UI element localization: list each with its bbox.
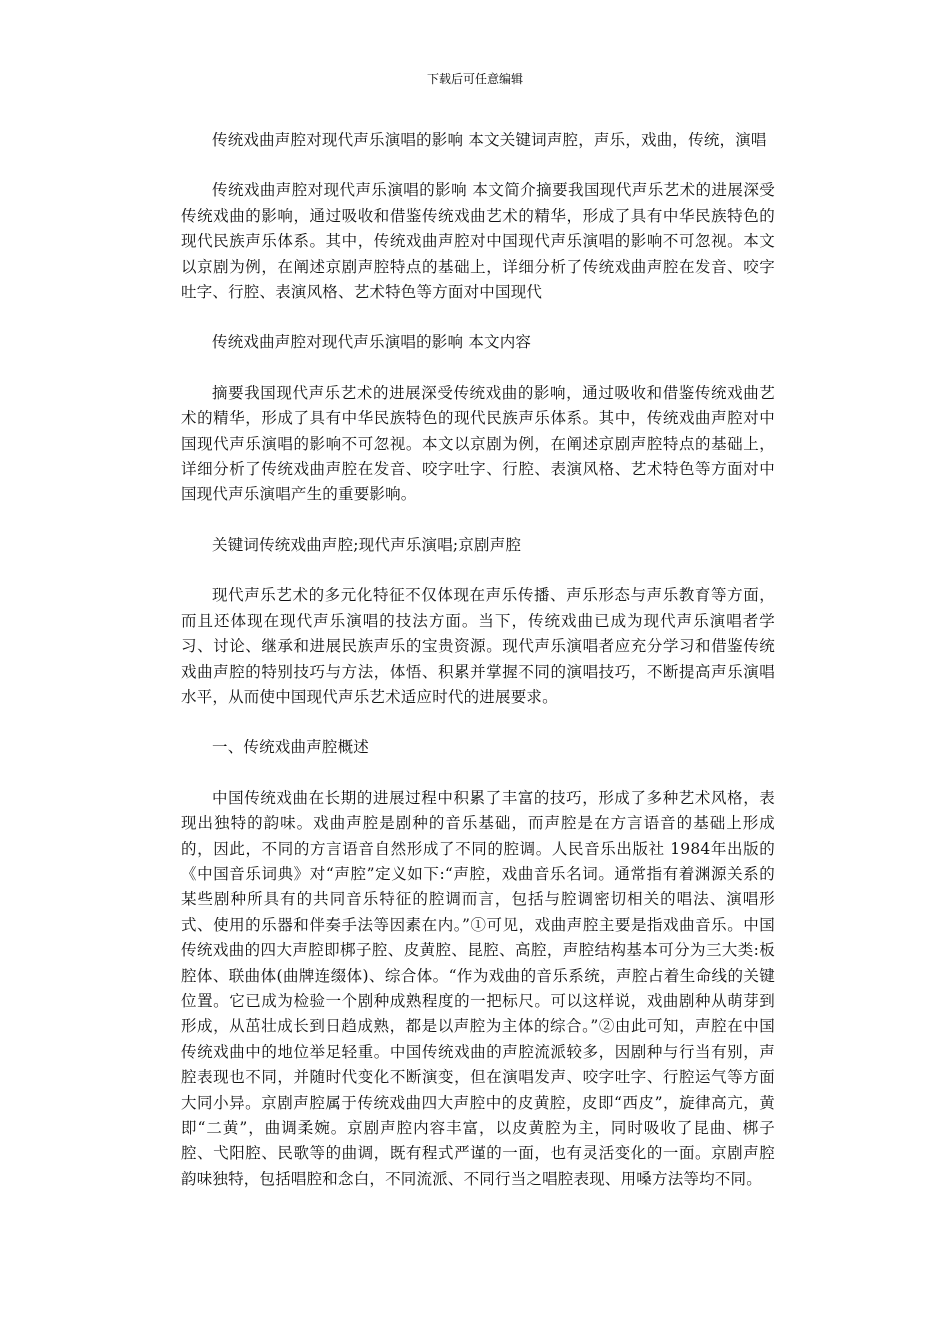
abstract-paragraph: 摘要我国现代声乐艺术的进展深受传统戏曲的影响，通过吸收和借鉴传统戏曲艺术的精华，形成了具有中华民族特色的现代民族声乐体系。其中，传统戏曲声腔对中国现代声乐演唱的影响不可忽视。本文以京剧为例，在阐述京剧声腔特点的基础上，详细分析了传统戏曲声腔在发音、咬字吐字、行腔、表演风格、艺术特色等方面对中国现代声乐演唱产生的重要影响。 — [181, 383, 775, 504]
paragraph-gap — [181, 153, 775, 178]
header-note: 下载后可任意编辑 — [426, 72, 523, 86]
paragraph-gap — [181, 710, 775, 735]
keywords-line: 传统戏曲声腔对现代声乐演唱的影响 本文关键词声腔，声乐，戏曲，传统，演唱 — [212, 131, 767, 149]
document-body — [181, 128, 775, 1192]
intro-paragraph: 现代声乐艺术的多元化特征不仅体现在声乐传播、声乐形态与声乐教育等方面，而且还体现在现代声乐演唱的技法方面。当下，传统戏曲已成为现代声乐演唱者学习、讨论、继承和进展民族声乐的宝贵资源。现代声乐演唱者应充分学习和借鉴传统戏曲声腔的特别技巧与方法，体悟、积累并掌握不同的演唱技巧，不断提高声乐演唱水平，从而使中国现代声乐艺术适应时代的进展要求。 — [181, 586, 775, 706]
section-heading: 一、传统戏曲声腔概述 — [212, 738, 370, 757]
summary-paragraph: 传统戏曲声腔对现代声乐演唱的影响 本文简介摘要我国现代声乐艺术的进展深受传统戏曲的影响，通过吸收和借鉴传统戏曲艺术的精华，形成了具有中华民族特色的现代民族声乐体系。其中，传统戏曲声腔对中国现代声乐演唱的影响不可忽视。本文以京剧为例，在阐述京剧声腔特点的基础上，详细分析了传统戏曲声腔在发音、咬字吐字、行腔、表演风格、艺术特色等方面对中国现代 — [181, 181, 775, 302]
paragraph-gap — [181, 305, 775, 330]
keywords-paragraph: 关键词传统戏曲声腔;现代声乐演唱;京剧声腔 — [212, 535, 522, 554]
paragraph-gap — [181, 558, 775, 583]
paragraph-gap — [181, 508, 775, 533]
section-body-paragraph: 中国传统戏曲在长期的进展过程中积累了丰富的技巧，形成了多种艺术风格，表现出独特的韵味。戏曲声腔是剧种的音乐基础，而声腔是在方言语音的基础上形成的，因此，不同的方言语音自然形成了不同的腔调。人民音乐出版社 1984年出版的《中国音乐词典》对“声腔”定义如下:“声腔，戏曲音乐名词。通常指有着渊源关系的某些剧种所具有的共同音乐特征的腔调而言，包括与腔调密切相关的唱法、演唱形式、使用的乐器和伴奏手法等因素在内。”①可见，戏曲声腔主要是指戏曲音乐。中国传统戏曲的四大声腔即梆子腔、皮黄腔、昆腔、高腔，声腔结构基本可分为三大类:板腔体、联曲体(曲牌连缀体)、综合体。“作为戏曲的音乐系统，声腔占着生命线的关键位置。它已成为检验一个剧种成熟程度的一把标尺。可以这样说，戏曲剧种从萌芽到形成，从茁壮成长到日趋成熟，都是以声腔为主体的综合。”②由此可知，声腔在中国传统戏曲中的地位举足轻重。中国传统戏曲的声腔流派较多，因剧种与行当有别，声腔表现也不同，并随时代变化不断演变，但在演唱发声、咬字吐字、行腔运气等方面大同小异。京剧声腔属于传统戏曲四大声腔中的皮黄腔，皮即“西皮”，旋律高亢，黄即“二黄”，曲调柔婉。京剧声腔内容丰富，以皮黄腔为主，同时吸收了昆曲、梆子腔、弋阳腔、民歌等的曲调，既有程式严谨的一面，也有灵活变化的一面。京剧声腔韵味独特，包括唱腔和念白，不同流派、不同行当之唱腔表现、用嗓方法等均不同。 — [181, 788, 775, 1188]
paragraph-gap — [181, 356, 775, 381]
content-heading: 传统戏曲声腔对现代声乐演唱的影响 本文内容 — [212, 333, 532, 352]
paragraph-gap — [181, 761, 775, 786]
